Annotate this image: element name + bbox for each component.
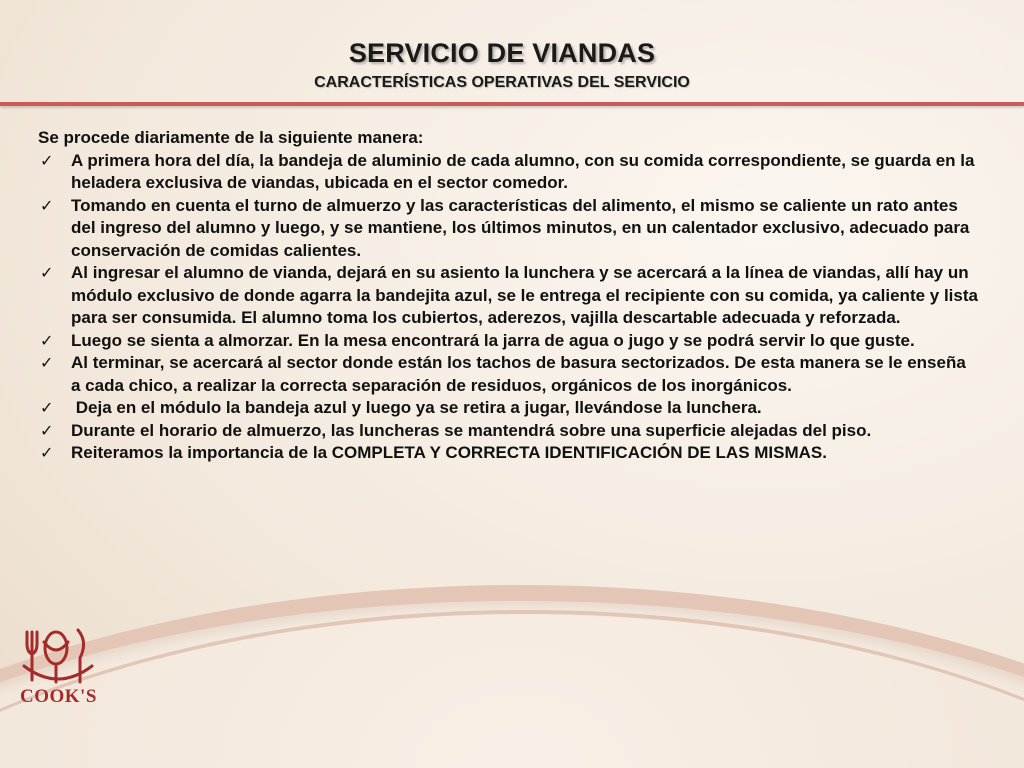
checkmark-icon: ✓ (40, 150, 54, 170)
checkmark-icon: ✓ (40, 353, 54, 372)
checkmark-icon: ✓ (40, 443, 54, 462)
list-item: ✓ Durante el horario de almuerzo, las luncheras se mantendrá sobre una superficie alejadas del piso. (38, 420, 978, 443)
slide-title: SERVICIO DE VIANDAS (348, 38, 656, 68)
list-item: ✓ Tomando en cuenta el turno de almuerzo y las características del alimento, el mismo se caliente un rato antes del ingreso del alumno y luego, y se mantiene, los últimos minutos, en un calentador exclusivo, adecuado para conservación de comidas calientes. (40, 195, 970, 260)
logo-text: COOK'S (20, 686, 97, 707)
checkmark-icon: ✓ (40, 195, 54, 215)
checkmark-icon: ✓ (40, 420, 54, 440)
intro-text: Se procede diariamente de la siguiente manera: (38, 128, 424, 147)
list-item: ✓ Deja en el módulo la bandeja azul y luego ya se retira a jugar, llevándose la lunchera. (38, 397, 978, 420)
list-item: ✓ A primera hora del día, la bandeja de aluminio de cada alumno, con su comida correspondiente, se guarda en la heladera exclusiva de viandas, ubicada en el sector comedor. (40, 150, 975, 192)
slide-body (38, 127, 978, 465)
header-divider (0, 102, 1024, 106)
list-item: ✓ Luego se sienta a almorzar. En la mesa encontrará la jarra de agua o jugo y se podrá servir lo que guste. (38, 330, 978, 353)
list-item: ✓ Al terminar, se acercará al sector donde están los tachos de basura sectorizados. De esta manera se le enseña a cada chico, a realizar la correcta separación de residuos, orgánicos de los inorgánicos. (40, 353, 966, 395)
checkmark-icon: ✓ (40, 330, 54, 350)
bullet-list (38, 150, 978, 465)
slide-subtitle: CARACTERÍSTICAS OPERATIVAS DEL SERVICIO (314, 74, 690, 91)
checkmark-icon: ✓ (40, 263, 54, 282)
checkmark-icon: ✓ (40, 398, 54, 417)
list-item: ✓ Reiteramos la importancia de la COMPLETA Y CORRECTA IDENTIFICACIÓN DE LAS MISMAS. (38, 442, 978, 465)
list-item: ✓ Al ingresar el alumno de vianda, dejará en su asiento la lunchera y se acercará a la línea de viandas, allí hay un módulo exclusivo de donde agarra la bandejita azul, se le entrega el recipiente con su comida, ya caliente y lista para ser consumida. El alumno toma los cubiertos, aderezos, vajilla descartable adecuada y reforzada. (40, 263, 978, 327)
